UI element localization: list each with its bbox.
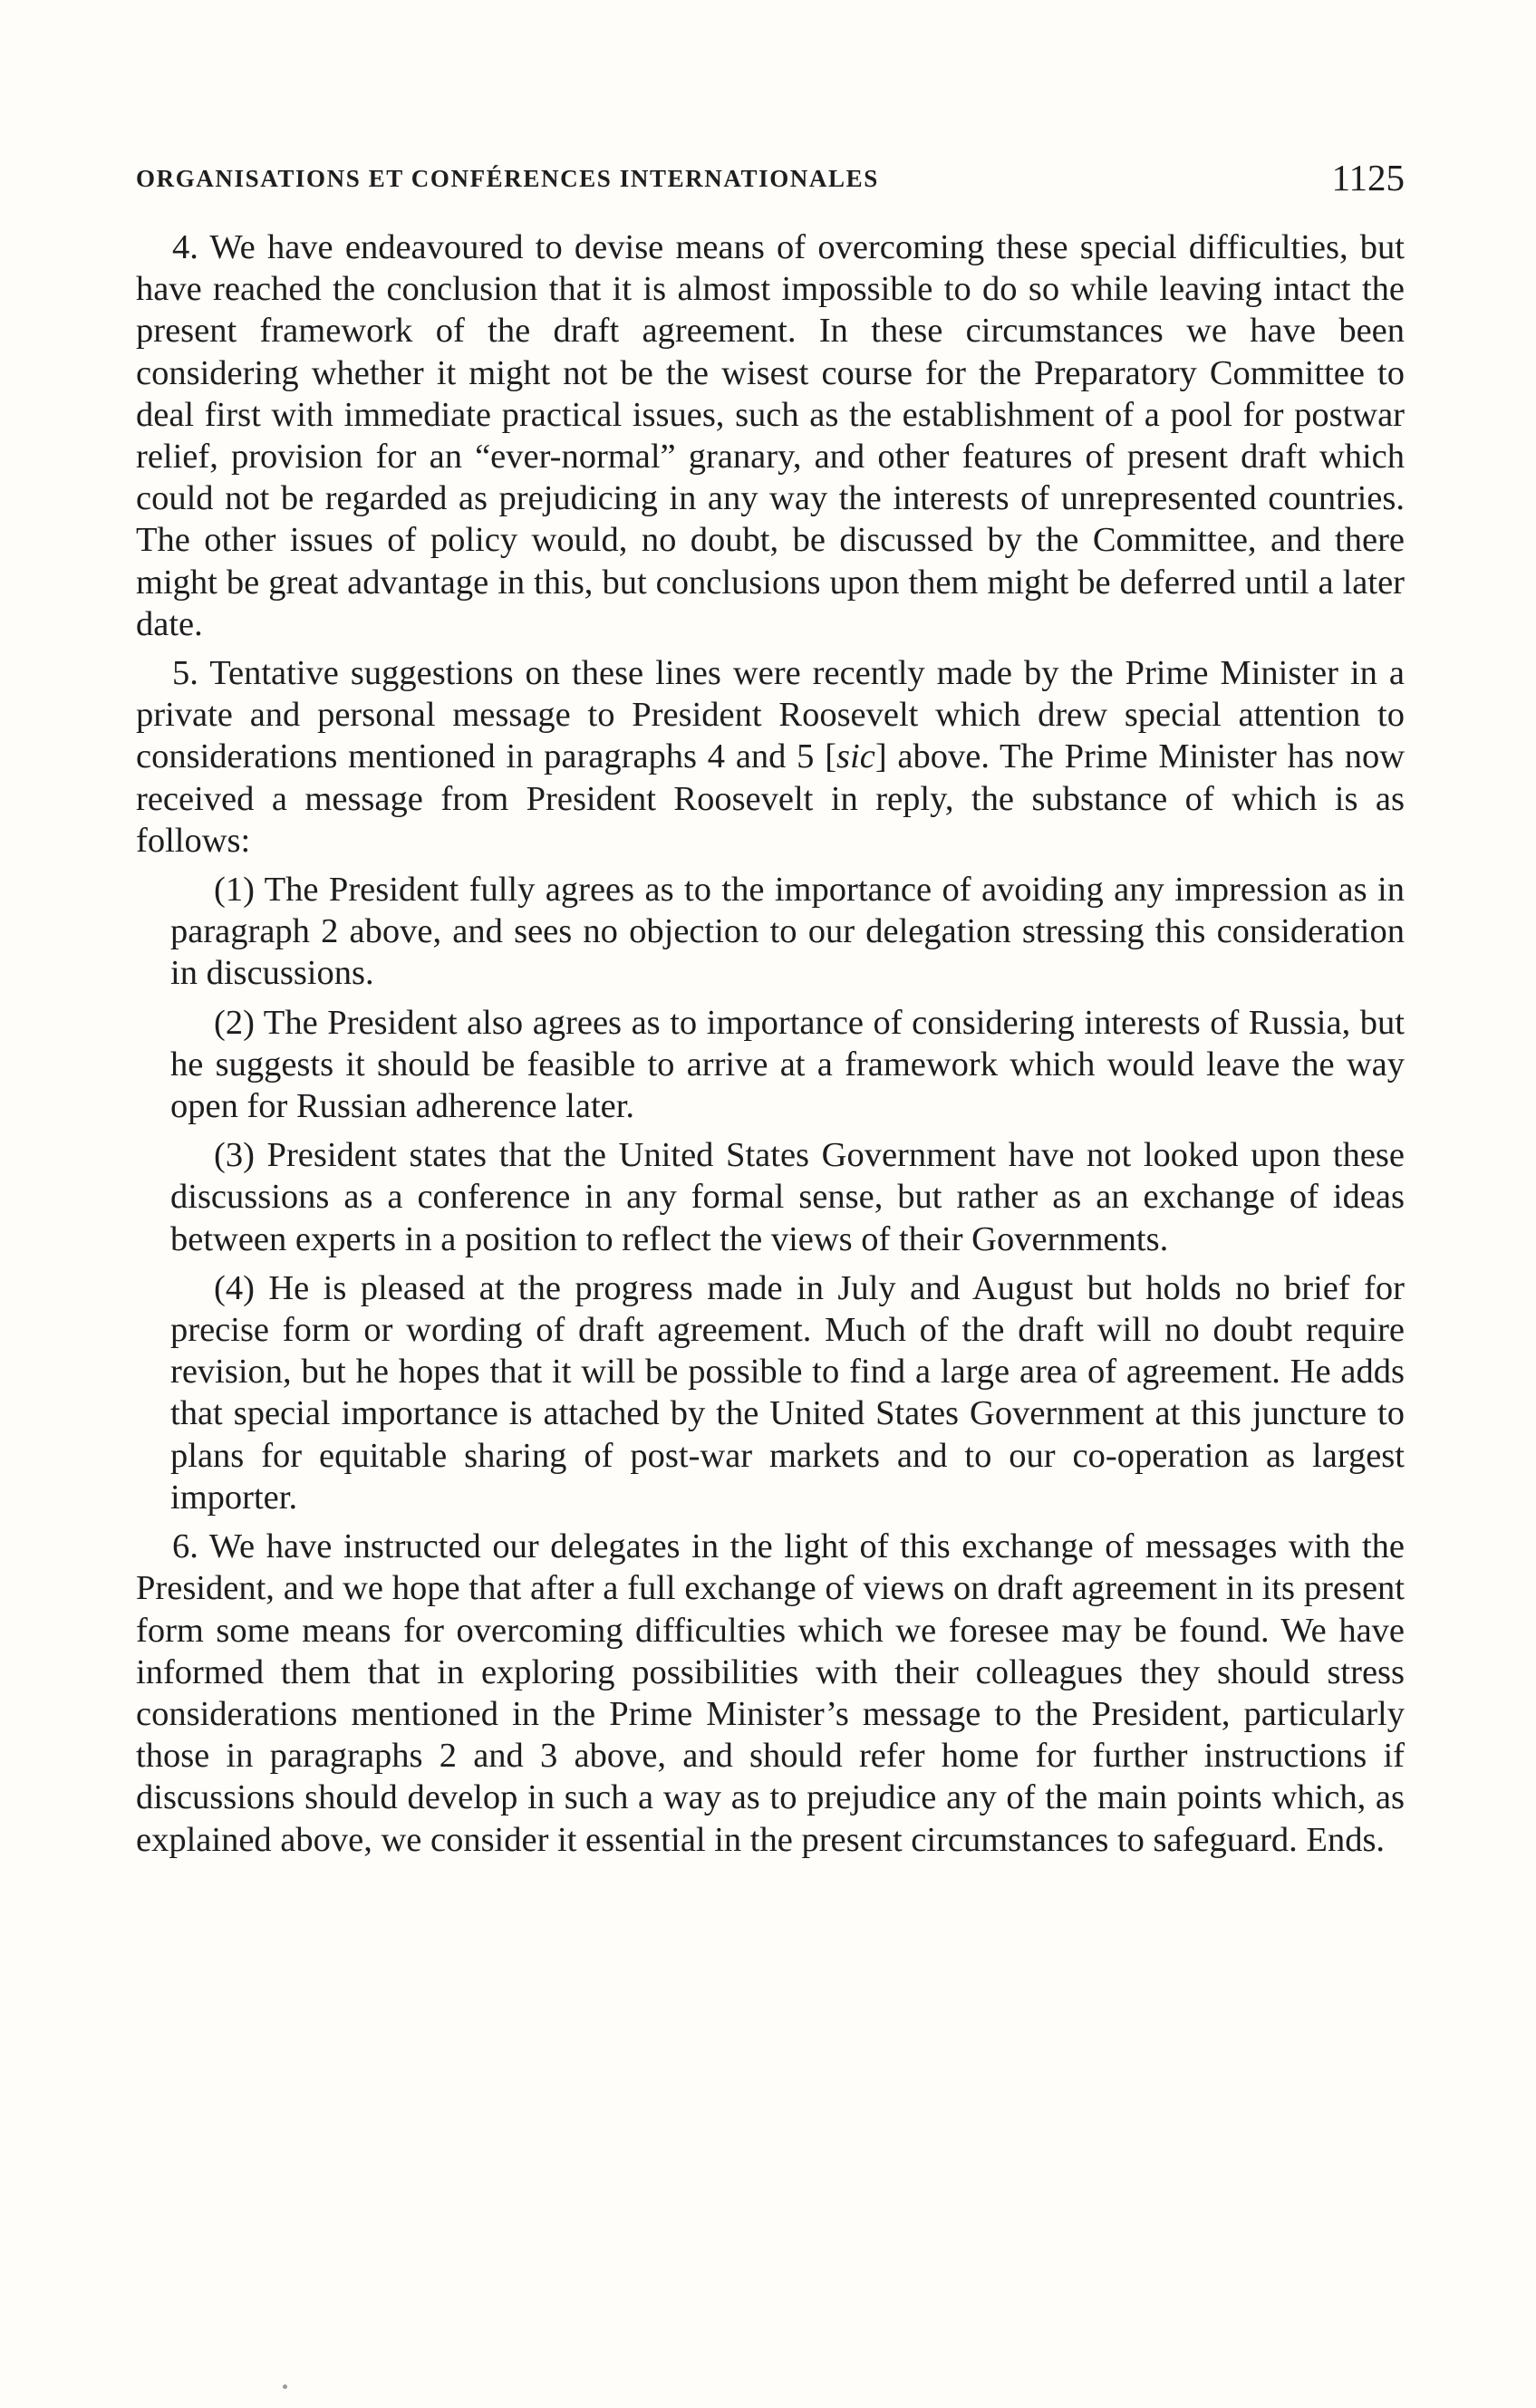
paragraph-number: 4. bbox=[172, 228, 198, 266]
paragraph-text-continued: ] above. The Prime Minister has now received a message from President Roosevelt in reply, the substance of which is as follows: bbox=[136, 737, 1405, 860]
subparagraph-1 bbox=[136, 869, 1405, 995]
paragraph-6 bbox=[136, 1526, 1405, 1861]
document-page bbox=[136, 145, 1405, 1868]
subparagraph-4 bbox=[136, 1267, 1405, 1518]
running-title: ORGANISATIONS ET CONFÉRENCES INTERNATIONALES bbox=[136, 165, 879, 192]
stray-ink-mark bbox=[283, 2384, 287, 2389]
paragraph-text: We have endeavoured to devise means of overcoming these special difficulties, but have reached the conclusion that it is almost impossible to do so while leaving intact the present framework of the draft agreement. In these circumstances we have been considering whether it might not be the wisest course for the Preparatory Committee to deal first with immediate practical issues, such as the establishment of a pool for postwar relief, provision for an “ever-normal” granary, and other features of present draft which could not be regarded as prejudicing in any way the interests of unrepresented countries. The other issues of policy would, no doubt, be discussed by the Committee, and there might be great advantage in this, but conclusions upon them might be deferred until a later date. bbox=[136, 228, 1405, 643]
sic-annotation: sic bbox=[836, 737, 875, 776]
paragraph-text: Tentative suggestions on these lines were recently made by the Prime Minister in a private and personal message to President Roosevelt which drew special attention to considerations mentioned in paragraphs 4 and 5 [ bbox=[136, 654, 1405, 776]
subparagraph-text: President states that the United States Government have not looked upon these discussions as a conference in any formal sense, but rather as an exchange of ideas between experts in a position to reflect the views of their Governments. bbox=[170, 1136, 1406, 1258]
paragraph-text: We have instructed our delegates in the light of this exchange of messages with the President, and we hope that after a full exchange of views on draft agreement in its present form some means for overcoming difficulties which we foresee may be found. We have informed them that in exploring possibilities with their colleagues they should stress considerations mentioned in the Prime Minister’s message to the President, particularly those in paragraphs 2 and 3 above, and should refer home for further instructions if discussions should develop in such a way as to prejudice any of the main points which, as explained above, we consider it essential in the present circumstances to safeguard. Ends. bbox=[136, 1527, 1406, 1859]
subparagraph-text: He is pleased at the progress made in July and August but holds no brief for precise form or wording of draft agreement. Much of the draft will no doubt require revision, but he hopes that it will be possible to find a large area of agreement. He adds that special importance is attached by the United States Government at this juncture to plans for equitable sharing of post-war markets and to our co-operation as largest importer. bbox=[170, 1268, 1406, 1517]
paragraph-number: 5. bbox=[172, 654, 198, 693]
subparagraph-number: (4) bbox=[214, 1268, 255, 1307]
subparagraph-number: (1) bbox=[214, 871, 255, 910]
subparagraph-number: (3) bbox=[214, 1136, 255, 1175]
body-text bbox=[136, 226, 1405, 1861]
page-number: 1125 bbox=[1331, 157, 1405, 198]
subparagraph-3 bbox=[136, 1134, 1405, 1260]
subparagraph-number: (2) bbox=[214, 1003, 255, 1042]
subparagraph-2 bbox=[136, 1002, 1405, 1128]
subparagraph-text: The President also agrees as to importance of considering interests of Russia, but he suggests it should be feasible to arrive at a framework which would leave the way open for Russian adherence later. bbox=[170, 1003, 1405, 1126]
paragraph-number: 6. bbox=[172, 1527, 198, 1566]
subparagraph-text: The President fully agrees as to the importance of avoiding any impression as in paragraph 2 above, and sees no objection to our delegation stressing this consideration in discussions. bbox=[170, 871, 1405, 993]
paragraph-4 bbox=[136, 226, 1405, 645]
paragraph-5 bbox=[136, 652, 1405, 862]
running-head bbox=[136, 145, 1405, 199]
